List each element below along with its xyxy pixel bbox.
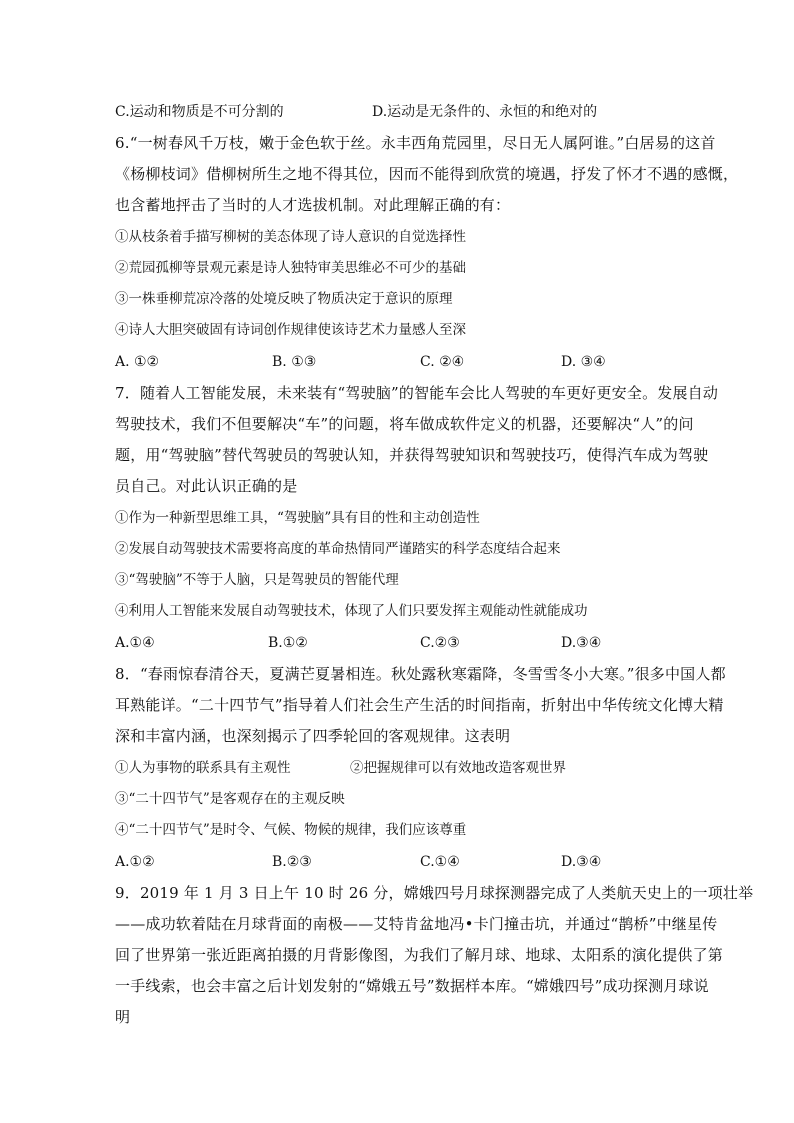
- q6-statement-1: ①从枝条着手描写柳树的美态体现了诗人意识的自觉选择性: [115, 229, 466, 245]
- q5-option-d: D.运动是无条件的、永恒的和绝对的: [372, 104, 598, 120]
- q6-choice-b: B. ①③: [272, 354, 317, 370]
- q8-statement-1: ①人为事物的联系具有主观性: [115, 760, 291, 776]
- q6-statement-3: ③一株垂柳荒凉冷落的处境反映了物质决定于意识的原理: [115, 291, 453, 307]
- q8-statement-4: ④“二十四节气”是时令、气候、物候的规律，我们应该尊重: [115, 822, 467, 838]
- q6-stem-line-3: 也含蓄地抨击了当时的人才选拔机制。对此理解正确的有：: [115, 196, 511, 214]
- q8-statement-3: ③“二十四节气”是客观存在的主观反映: [115, 791, 345, 807]
- q8-choices-row: [115, 852, 715, 872]
- q8-choice-d: D.③④: [561, 854, 602, 870]
- q9-stem-line-3: 回了世界第一张近距离拍摄的月背影像图，为我们了解月球、地球、太阳系的演化提供了第: [115, 946, 724, 964]
- q9-stem-line-4: 一手线索，也会丰富之后计划发射的“嫦娥五号”数据样本库。“嫦娥四号”成功探测月球说: [115, 977, 709, 995]
- q8-choice-c: C.①④: [420, 854, 460, 870]
- q8-choice-a: A.①②: [115, 854, 155, 870]
- q6-stem-line-2: 《杨柳枝词》借柳树所生之地不得其位，因而不能得到欣赏的境遇，抒发了怀才不遇的感慨，: [115, 165, 739, 183]
- q6-stem-line-1: 6.“一树春风千万枝，嫩于金色软于丝。永丰西角荒园里，尽日无人属阿谁。”白居易的这首: [115, 134, 716, 152]
- q8-choice-b: B.②③: [272, 854, 312, 870]
- q8-stem-line-2: 耳熟能详。“二十四节气”指导着人们社会生产生活的时间指南，折射出中华传统文化博大精: [115, 696, 724, 714]
- q7-choice-c: C.②③: [420, 635, 460, 651]
- q7-statement-4: ④利用人工智能来发展自动驾驶技术，体现了人们只要发挥主观能动性就能成功: [115, 603, 588, 619]
- q5-option-c: C.运动和物质是不可分割的: [115, 104, 284, 120]
- q7-statement-1: ①作为一种新型思维工具，“驾驶脑”具有目的性和主动创造性: [115, 510, 480, 526]
- q7-statement-3: ③“驾驶脑”不等于人脑，只是驾驶员的智能代理: [115, 572, 399, 588]
- q5-options-row: [115, 102, 715, 122]
- q8-stem-line-1: 8．“春雨惊春清谷天，夏满芒夏暑相连。秋处露秋寒霜降，冬雪雪冬小大寒。”很多中国人都: [115, 665, 726, 683]
- q6-choice-d: D. ③④: [561, 354, 606, 370]
- q7-stem-line-1: 7．随着人工智能发展，未来装有“驾驶脑”的智能车会比人驾驶的车更好更安全。发展自动: [115, 384, 719, 402]
- q6-statement-4: ④诗人大胆突破固有诗词创作规律使该诗艺术力量感人至深: [115, 322, 466, 338]
- q6-choice-c: C. ②④: [420, 354, 465, 370]
- q8-stem-line-3: 深和丰富内涵，也深刻揭示了四季轮回的客观规律。这表明: [115, 727, 511, 745]
- q6-choices-row: [115, 352, 715, 372]
- q9-stem-line-1: 9．2019 年 1 月 3 日上午 10 时 26 分，嫦娥四号月球探测器完成了人类航天史上的一项壮举: [115, 884, 754, 902]
- q6-statement-2: ②荒园孤柳等景观元素是诗人独特审美思维必不可少的基础: [115, 260, 466, 276]
- q7-choice-d: D.③④: [561, 635, 602, 651]
- q7-statement-2: ②发展自动驾驶技术需要将高度的革命热情同严谨踏实的科学态度结合起来: [115, 541, 561, 557]
- q7-choices-row: [115, 633, 715, 653]
- q9-stem-line-2: ——成功软着陆在月球背面的南极——艾特肯盆地冯•卡门撞击坑，并通过“鹊桥”中继星传: [115, 915, 718, 933]
- q8-statement-2: ②把握规律可以有效地改造客观世界: [350, 760, 566, 776]
- q7-choice-b: B.①②: [268, 635, 308, 651]
- q7-stem-line-2: 驾驶技术，我们不但要解决“车”的问题，将车做成软件定义的机器，还要解决“人”的问: [115, 415, 694, 433]
- q6-choice-a: A. ①②: [115, 354, 160, 370]
- q8-statements-row-1: [115, 758, 715, 778]
- q7-stem-line-3: 题，用“驾驶脑”替代驾驶员的驾驶认知，并获得驾驶知识和驾驶技巧，使得汽车成为驾驶: [115, 446, 709, 464]
- q9-stem-line-5: 明: [115, 1008, 131, 1026]
- q7-choice-a: A.①④: [115, 635, 155, 651]
- q7-stem-line-4: 员自己。对此认识正确的是: [115, 477, 298, 495]
